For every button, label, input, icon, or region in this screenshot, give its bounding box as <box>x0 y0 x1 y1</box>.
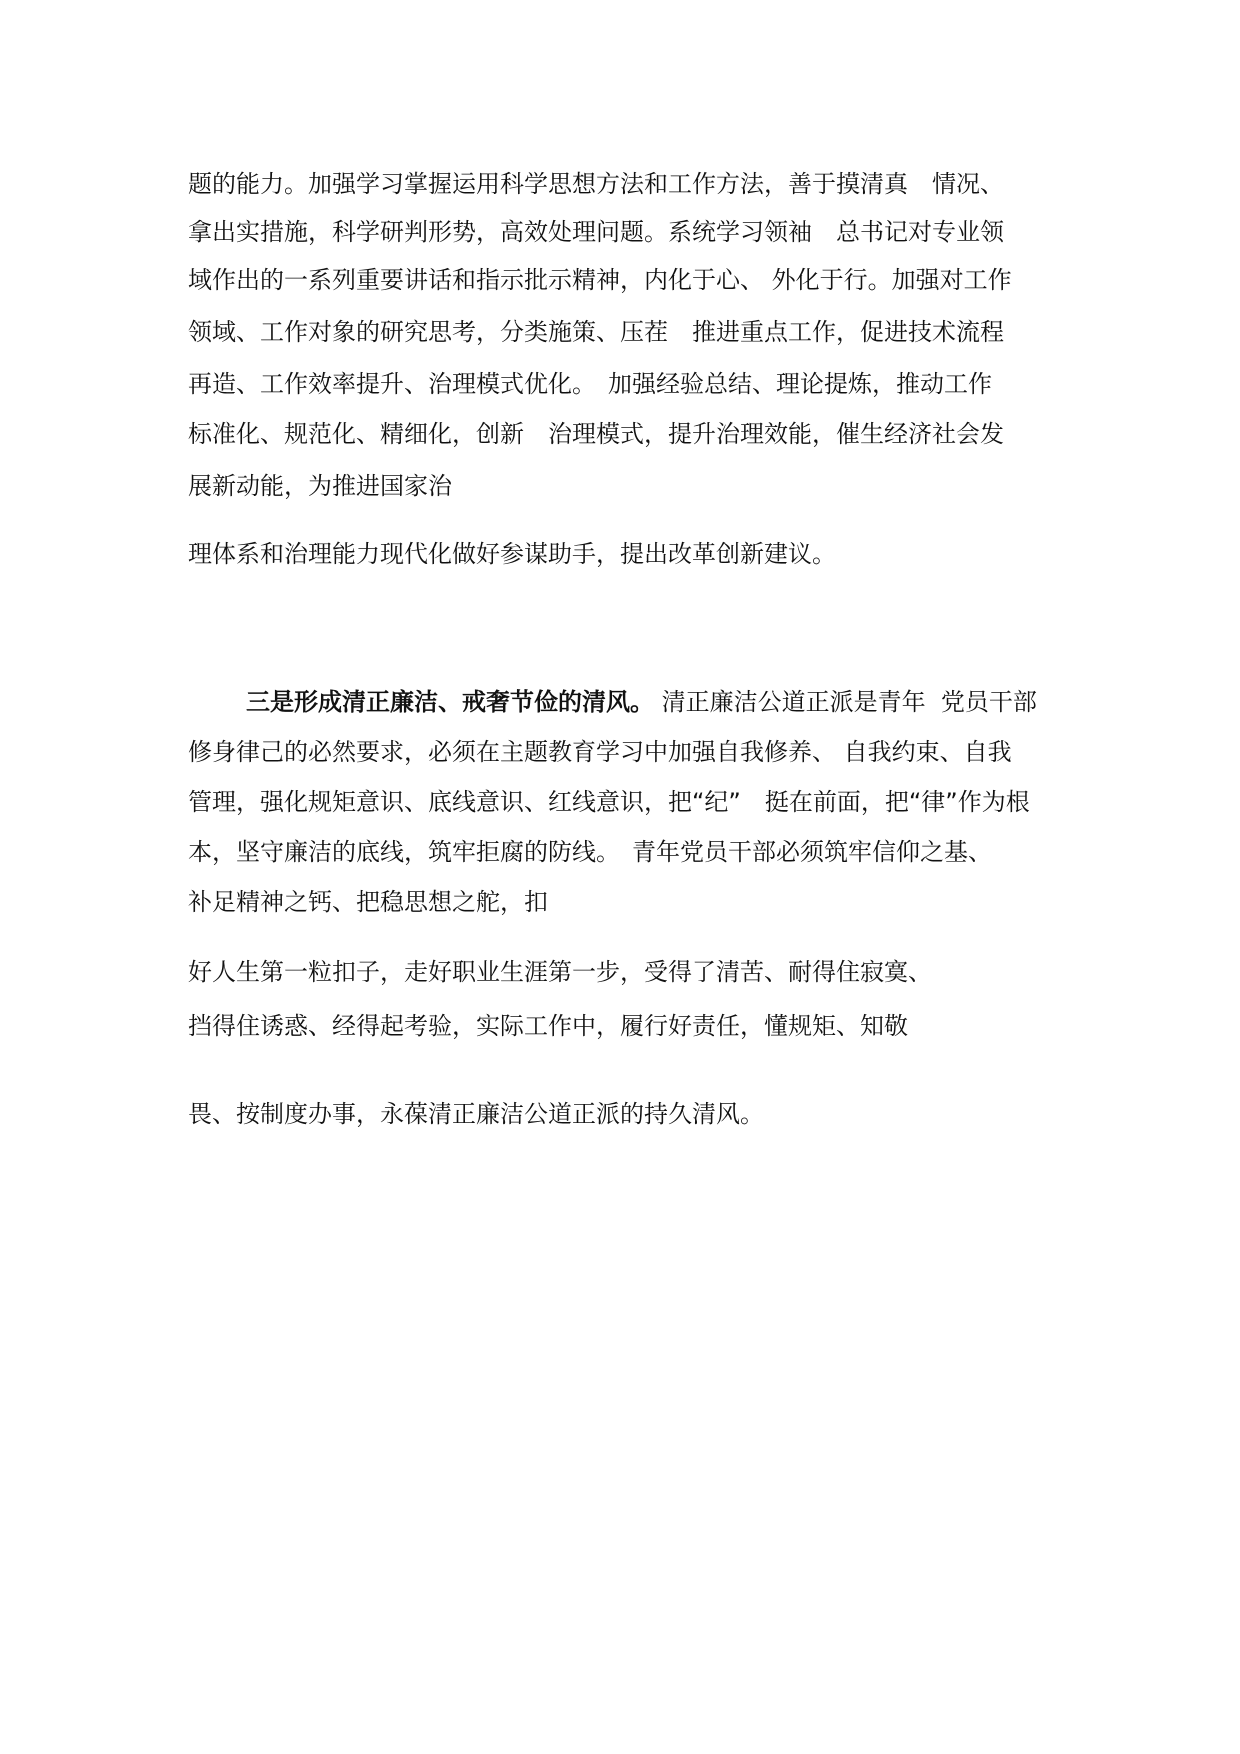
section-heading-rest: 清正廉洁公道正派是青年 党员干部 <box>654 688 1037 716</box>
paragraph-1-line-1: 题的能力。加强学习掌握运用科学思想方法和工作方法，善于摸清真 情况、 <box>188 170 1004 198</box>
paragraph-2-line-1: 理体系和治理能力现代化做好参谋助手，提出改革创新建议。 <box>188 540 836 568</box>
paragraph-1-line-7: 展新动能，为推进国家治 <box>188 472 452 500</box>
paragraph-3-line-4: 本，坚守廉洁的底线，筑牢拒腐的防线。 青年党员干部必须筑牢信仰之基、 <box>188 838 992 866</box>
paragraph-3-first-line <box>246 686 1037 718</box>
paragraph-3-line-5: 补足精神之钙、把稳思想之舵，扣 <box>188 888 548 916</box>
section-heading: 三是形成清正廉洁、戒奢节俭的清风。 <box>246 688 654 716</box>
paragraph-3-line-2: 修身律己的必然要求，必须在主题教育学习中加强自我修养、 自我约束、自我 <box>188 738 1012 766</box>
paragraph-1-line-5: 再造、工作效率提升、治理模式优化。 加强经验总结、理论提炼，推动工作 <box>188 370 992 398</box>
paragraph-1-line-6: 标准化、规范化、精细化，创新 治理模式，提升治理效能，催生经济社会发 <box>188 420 1004 448</box>
paragraph-1-line-2: 拿出实措施，科学研判形势，高效处理问题。系统学习领袖 总书记对专业领 <box>188 218 1004 246</box>
paragraph-5-line-1: 畏、按制度办事，永葆清正廉洁公道正派的持久清风。 <box>188 1100 764 1128</box>
paragraph-1-line-3: 域作出的一系列重要讲话和指示批示精神，内化于心、 外化于行。加强对工作 <box>188 266 1012 294</box>
paragraph-4-line-2: 挡得住诱惑、经得起考验，实际工作中，履行好责任，懂规矩、知敬 <box>188 1012 908 1040</box>
paragraph-4-line-1: 好人生第一粒扣子，走好职业生涯第一步，受得了清苦、耐得住寂寞、 <box>188 958 932 986</box>
paragraph-1-line-4: 领域、工作对象的研究思考，分类施策、压茬 推进重点工作，促进技术流程 <box>188 318 1004 346</box>
paragraph-3-line-3: 管理，强化规矩意识、底线意识、红线意识，把“纪” 挺在前面，把“律”作为根 <box>188 788 1030 816</box>
